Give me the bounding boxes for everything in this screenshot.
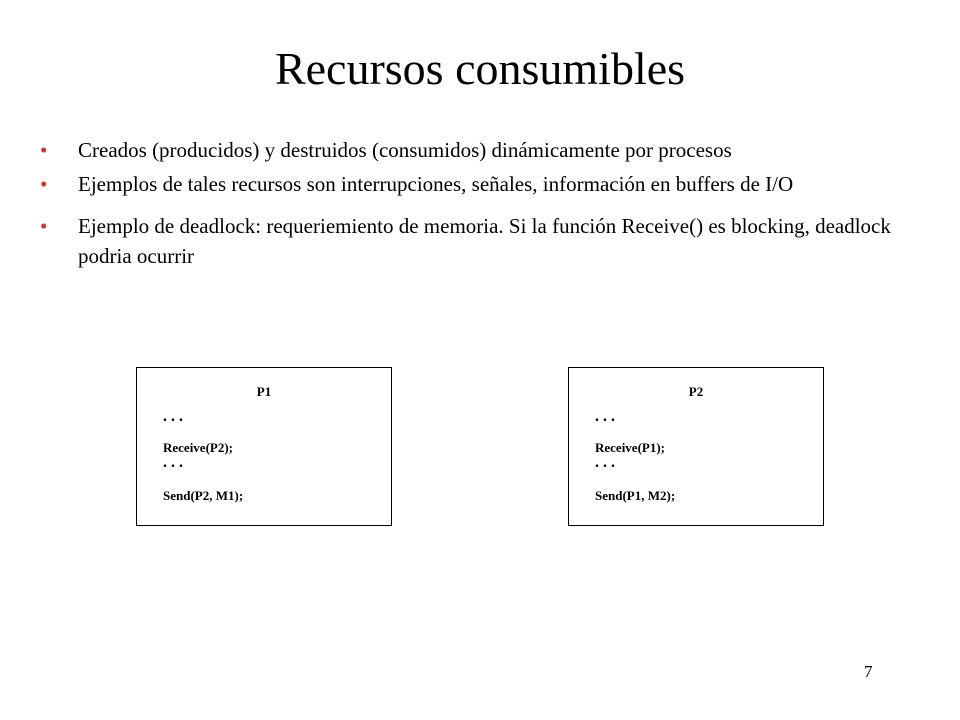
send-statement: Send(P1, M2);: [595, 488, 676, 503]
receive-statement: Receive(P2);: [163, 440, 234, 455]
bullet-item: [40, 211, 920, 271]
ellipsis: ...: [595, 408, 619, 425]
process-name: P1: [256, 384, 272, 399]
slide-title: Recursos consumibles: [274, 43, 686, 94]
send-statement: Send(P2, M1);: [163, 488, 244, 503]
ellipsis: ...: [163, 454, 187, 471]
process-name: P2: [688, 384, 704, 399]
bullet-text: Ejemplo de deadlock: requeriemiento de memoria. Si la función Receive() es blocking, deadlock podria ocurrir: [78, 214, 891, 268]
page-number: 7: [864, 662, 873, 681]
bullet-list: [40, 135, 920, 271]
bullet-text: Creados (producidos) y destruidos (consumidos) dinámicamente por procesos: [78, 138, 732, 162]
bullet-icon: •: [40, 214, 48, 238]
process-box-p2: [568, 367, 824, 526]
bullet-icon: •: [40, 172, 48, 196]
bullet-item: [40, 135, 920, 165]
process-box-p1: [136, 367, 392, 526]
ellipsis: ...: [595, 454, 619, 471]
bullet-text: Ejemplos de tales recursos son interrupciones, señales, información en buffers de I/O: [78, 172, 794, 196]
bullet-icon: •: [40, 138, 48, 162]
bullet-item: [40, 169, 920, 199]
ellipsis: ...: [163, 408, 187, 425]
receive-statement: Receive(P1);: [595, 440, 666, 455]
